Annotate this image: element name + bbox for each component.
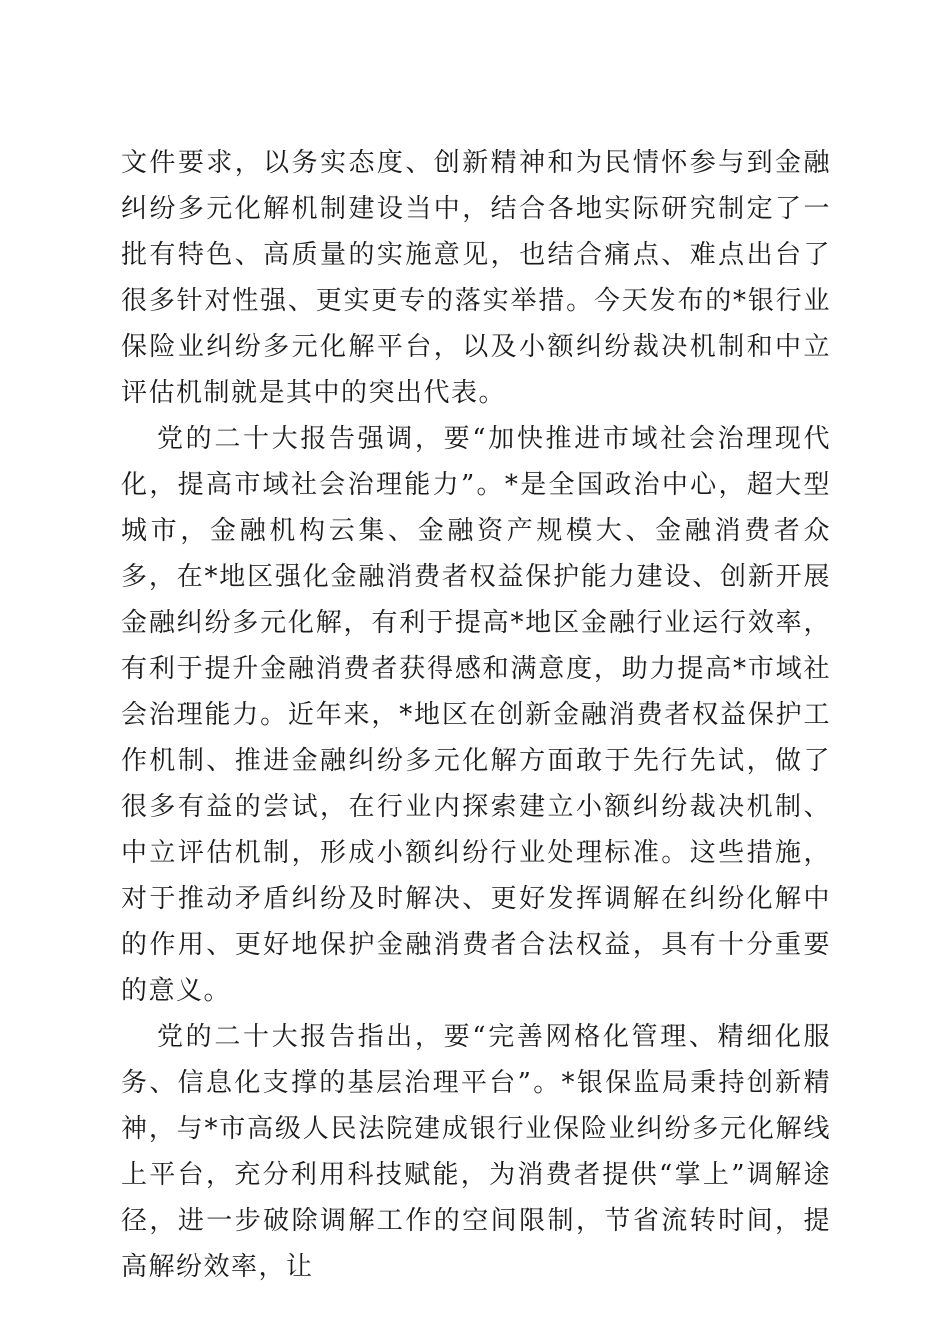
paragraph-3: 党的二十大报告指出，要“完善网格化管理、精细化服务、信息化支撑的基层治理平台”。*银保监局秉持创新精神，与*市高级人民法院建成银行业保险业纠纷多元化解线上平台，充分利用科技赋能，为消费者提供“掌上”调解途径，进一步破除调解工作的空间限制，节省流转时间，提高解纷效率，让 bbox=[121, 1022, 831, 1282]
paragraph-1: 文件要求，以务实态度、创新精神和为民情怀参与到金融纠纷多元化解机制建设当中，结合各地实际研究制定了一批有特色、高质量的实施意见，也结合痛点、难点出台了很多针对性强、更实更专的落实举措。今天发布的*银行业保险业纠纷多元化解平台，以及小额纠纷裁决机制和中立评估机制就是其中的突出代表。 bbox=[121, 148, 831, 408]
document-body bbox=[121, 140, 831, 1290]
paragraph-2: 党的二十大报告强调，要“加快推进市域社会治理现代化，提高市域社会治理能力”。*是全国政治中心，超大型城市，金融机构云集、金融资产规模大、金融消费者众多，在*地区强化金融消费者权益保护能力建设、创新开展金融纠纷多元化解，有利于提高*地区金融行业运行效率，有利于提升金融消费者获得感和满意度，助力提高*市域社会治理能力。近年来，*地区在创新金融消费者权益保护工作机制、推进金融纠纷多元化解方面敢于先行先试，做了很多有益的尝试，在行业内探索建立小额纠纷裁决机制、中立评估机制，形成小额纠纷行业处理标准。这些措施，对于推动矛盾纠纷及时解决、更好发挥调解在纠纷化解中的作用、更好地保护金融消费者合法权益，具有十分重要的意义。 bbox=[121, 424, 831, 1006]
